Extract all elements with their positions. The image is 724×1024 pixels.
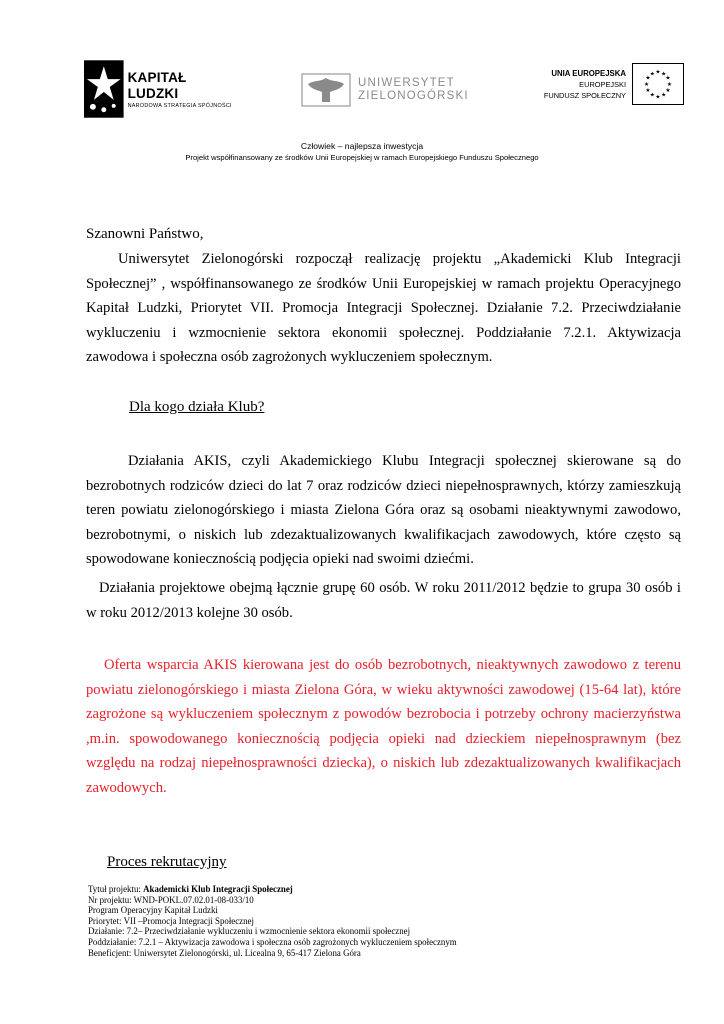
- kapital-ludzki-title: KAPITAŁ LUDZKI: [127, 69, 187, 101]
- footer-priority: Priorytet: VII –Promocja Integracji Społecznej: [88, 915, 254, 926]
- eu-logo: [520, 58, 692, 110]
- footer-number: Nr projektu: WND-POKL.07.02.01-08-033/10: [88, 894, 254, 905]
- footer-subaction: Poddziałanie: 7.2.1 – Aktywizacja zawodowa i społeczna osób zagrożonych wykluczeniem społecznym: [88, 936, 457, 947]
- tagline-cofinance: Projekt współfinansowany ze środków Unii Europejskiej w ramach Europejskiego Funduszu Społecznego: [185, 153, 539, 162]
- svg-text:★: ★: [649, 71, 655, 78]
- university-logo: [300, 70, 470, 110]
- eu-fund-line2: FUNDUSZ SPOŁECZNY: [543, 90, 626, 100]
- svg-text:★: ★: [644, 81, 650, 88]
- kapital-ludzki-subtitle: NARODOWA STRATEGIA SPÓJNOŚCI: [127, 102, 232, 109]
- heading-recruitment: Proces rekrutacyjny: [107, 854, 227, 870]
- project-footer: [88, 884, 457, 958]
- svg-text:★: ★: [645, 88, 651, 95]
- intro-paragraph: Uniwersytet Zielonogórski rozpoczął realizację projektu „Akademicki Klub Integracji Społecznej” , współfinansowanego ze środków Unii Europejskiej w ramach projektu Operacyjnego Kapitał Ludzki, Priorytet VII. Promocja Integracji Społecznej. Działanie 7.2. Przeciwdziałanie wykluczeniu i wzmocnienie sektora ekonomii społecznej. Poddziałanie 7.2.1. Aktywizacja zawodowa i społeczna osób zagrożonych wykluczeniem społecznym.: [86, 251, 681, 366]
- footer-title-label: Tytuł projektu:: [88, 884, 144, 894]
- footer-title-line: [88, 884, 457, 895]
- university-eagle-icon: [300, 70, 352, 110]
- svg-text:★: ★: [665, 88, 671, 95]
- svg-text:★: ★: [661, 71, 667, 78]
- footer-program: Program Operacyjny Kapitał Ludzki: [88, 905, 218, 916]
- svg-text:★: ★: [655, 94, 661, 101]
- target-paragraph: Działania AKIS, czyli Akademickiego Klubu Integracji społecznej skierowane są do bezrobotnych rodziców dzieci do lat 7 oraz rodziców dzieci niepełnosprawnych, którzy zamieszkują teren powiatu zielonogórskiego i miasta Zielona Góra oraz są osobami nieaktywnymi zawodowo, bezrobotnymi, o niskich lub zdezaktualizowanych kwalifikacjach zawodowych, które często są spowodowane koniecznością podjęcia opieki nad swoimi dziećmi.: [86, 453, 681, 568]
- eu-name: UNIA EUROPEJSKA: [551, 68, 626, 78]
- footer-action: Działanie: 7.2– Przeciwdziałanie wykluczeniu i wzmocnienie sektora ekonomii społecznej: [88, 926, 411, 937]
- heading-for-whom: Dla kogo działa Klub?: [129, 399, 265, 415]
- university-name-line2: ZIELONOGÓRSKI: [358, 90, 469, 102]
- header-tagline: [0, 140, 724, 164]
- eu-flag-icon: [632, 63, 684, 105]
- university-name-line1: UNIWERSYTET: [358, 77, 455, 89]
- tagline-motto: Człowiek – najlepsza inwestycja: [300, 141, 424, 151]
- footer-beneficiary: Beneficjent: Uniwersytet Zielonogórski, ul. Licealna 9, 65-417 Zielona Góra: [88, 947, 361, 958]
- eu-fund-line1: EUROPEJSKI: [579, 79, 626, 89]
- offer-paragraph: Oferta wsparcia AKIS kierowana jest do osób bezrobotnych, nieaktywnych zawodowo z terenu powiatu zielonogórskiego i miasta Zielona Góra, w wieku aktywności zawodowej (15-64 lat), które zagrożone są wykluczeniem społecznym z powodów bezrobocia i potrzeby ochrony macierzyństwa ,m.in. spowodowanego koniecznością podjęcia opieki nad dzieckiem niepełnosprawnym (bez względu na rodzaj niepełnosprawności dziecka), o niskich lub zdezaktualizowanych kwalifikacjach zawodowych.: [86, 657, 681, 796]
- footer-title-value: Akademicki Klub Integracji Społecznej: [143, 884, 293, 894]
- svg-text:★: ★: [665, 75, 671, 82]
- group-paragraph: Działania projektowe obejmą łącznie grupę 60 osób. W roku 2011/2012 będzie to grupa 30 osób i w roku 2012/2013 kolejne 30 osób.: [86, 580, 681, 621]
- svg-text:★: ★: [645, 75, 651, 82]
- kapital-ludzki-logo: [84, 60, 240, 118]
- svg-text:★: ★: [655, 69, 661, 76]
- svg-text:★: ★: [649, 92, 655, 99]
- svg-text:★: ★: [661, 92, 667, 99]
- svg-text:★: ★: [666, 81, 672, 88]
- greeting: Szanowni Państwo,: [86, 226, 204, 242]
- kapital-ludzki-star-icon: [84, 60, 124, 118]
